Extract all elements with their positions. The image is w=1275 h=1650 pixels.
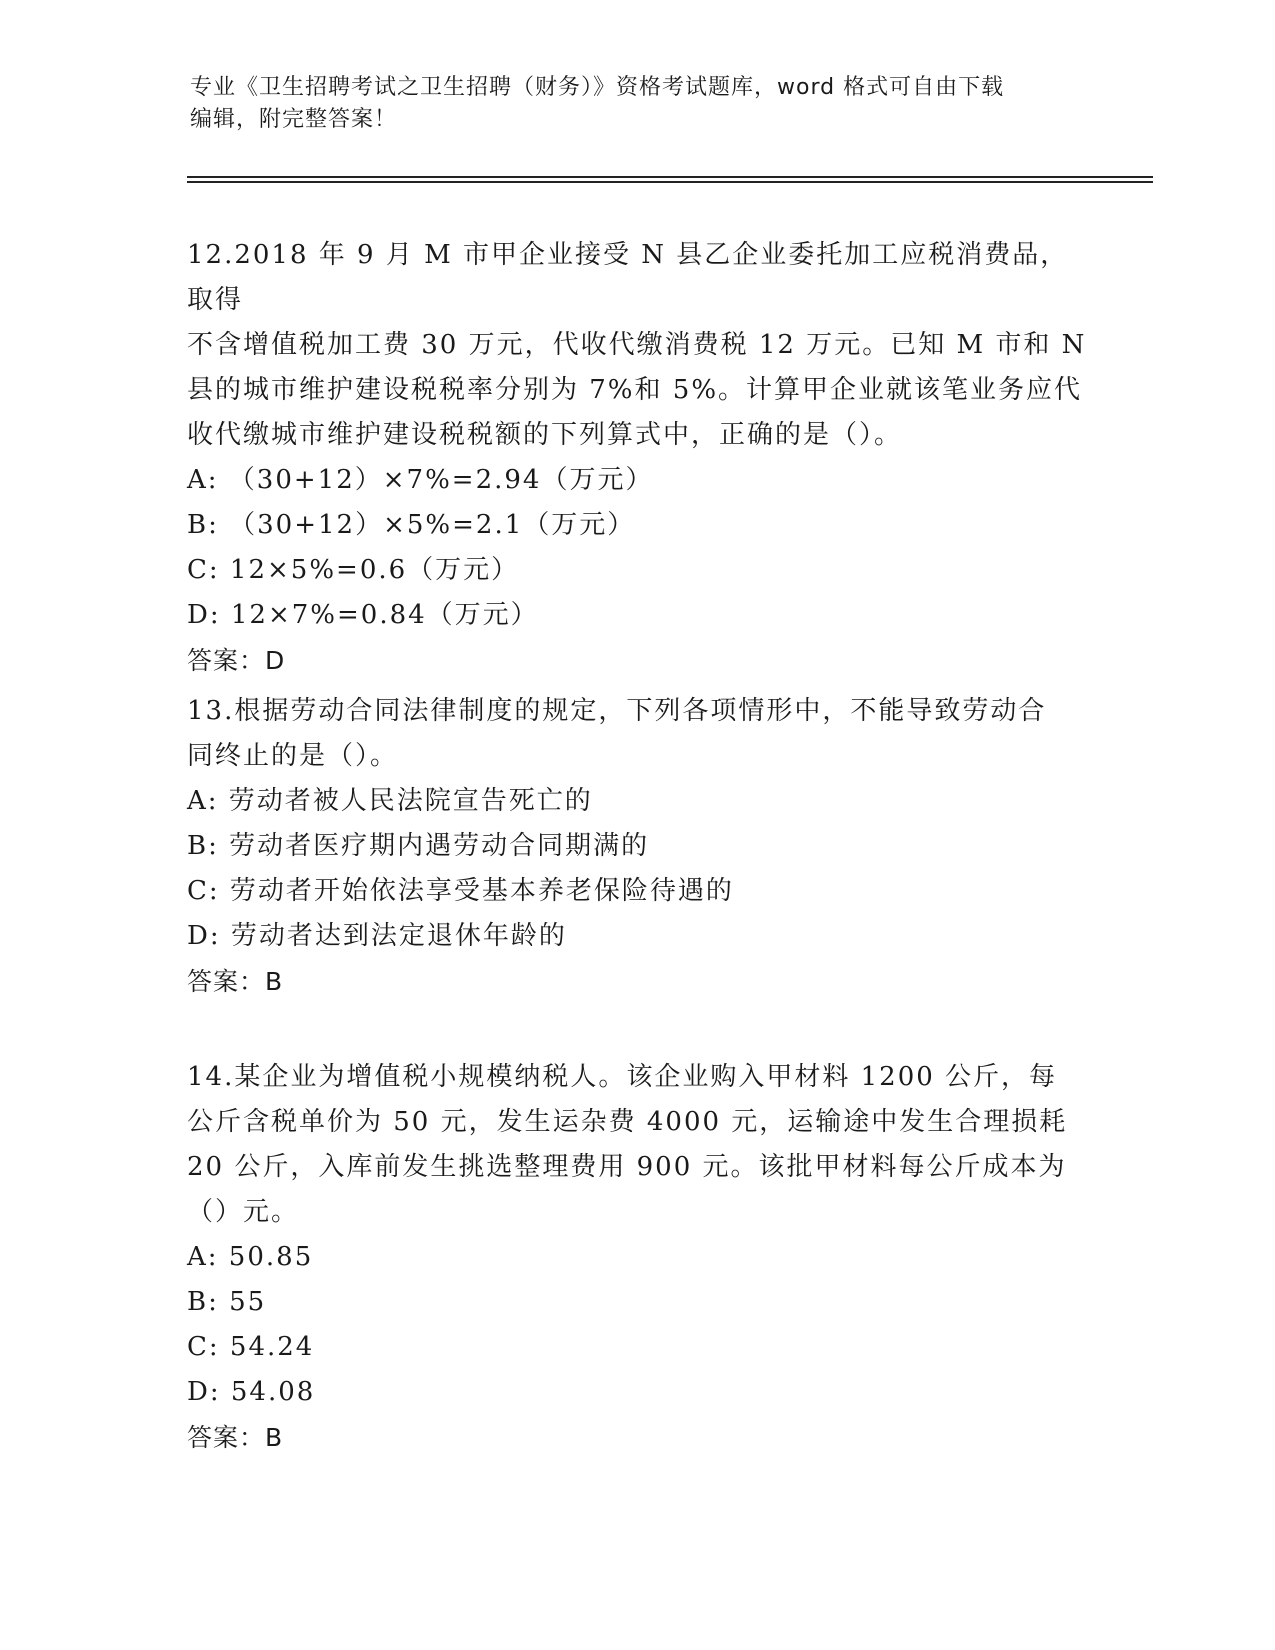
question-stem-line: （）元。 bbox=[187, 1197, 300, 1227]
option-d: D: 54.08 bbox=[187, 1377, 316, 1407]
question-12 bbox=[187, 233, 1087, 683]
option-c: C: 54.24 bbox=[187, 1332, 315, 1362]
option-c: C: 劳动者开始依法享受基本养老保险待遇的 bbox=[187, 876, 734, 906]
header-line-2: 编辑，附完整答案！ bbox=[190, 107, 398, 132]
option-a: A: 50.85 bbox=[187, 1242, 314, 1272]
question-stem-line: 13.根据劳动合同法律制度的规定，下列各项情形中，不能导致劳动合 bbox=[187, 696, 1047, 726]
option-b: B: 劳动者医疗期内遇劳动合同期满的 bbox=[187, 831, 650, 861]
question-stem-line: 县的城市维护建设税税率分别为 7%和 5%。计算甲企业就该笔业务应代 bbox=[187, 375, 1083, 405]
question-stem-line: 14.某企业为增值税小规模纳税人。该企业购入甲材料 1200 公斤，每 bbox=[187, 1062, 1058, 1092]
question-stem-line: 公斤含税单价为 50 元，发生运杂费 4000 元，运输途中发生合理损耗 bbox=[187, 1107, 1068, 1137]
answer-label: 答案：B bbox=[187, 1423, 284, 1452]
option-d: D: 12×7%=0.84（万元） bbox=[187, 600, 539, 630]
question-stem-line: 12.2018 年 9 月 M 市甲企业接受 N 县乙企业委托加工应税消费品，取得 bbox=[187, 240, 1069, 315]
header-divider-top bbox=[187, 176, 1153, 178]
option-d: D: 劳动者达到法定退休年龄的 bbox=[187, 921, 567, 951]
question-stem-line: 同终止的是（）。 bbox=[187, 741, 399, 771]
header-divider-bottom bbox=[187, 181, 1153, 183]
option-a: A: （30+12）×7%=2.94（万元） bbox=[187, 465, 654, 495]
answer-label: 答案：D bbox=[187, 646, 286, 675]
question-stem-line: 20 公斤，入库前发生挑选整理费用 900 元。该批甲材料每公斤成本为 bbox=[187, 1152, 1067, 1182]
document-header bbox=[190, 72, 1090, 136]
question-stem-line: 收代缴城市维护建设税税额的下列算式中，正确的是（）。 bbox=[187, 420, 903, 450]
question-13 bbox=[187, 689, 1087, 1004]
option-c: C: 12×5%=0.6（万元） bbox=[187, 555, 520, 585]
header-line-1: 专业《卫生招聘考试之卫生招聘（财务）》资格考试题库，word 格式可自由下载 bbox=[190, 75, 1005, 100]
option-a: A: 劳动者被人民法院宣告死亡的 bbox=[187, 786, 593, 816]
question-stem-line: 不含增值税加工费 30 万元，代收代缴消费税 12 万元。已知 M 市和 N bbox=[187, 330, 1087, 360]
question-14 bbox=[187, 1055, 1087, 1460]
option-b: B: 55 bbox=[187, 1287, 267, 1317]
answer-label: 答案：B bbox=[187, 967, 284, 996]
option-b: B: （30+12）×5%=2.1（万元） bbox=[187, 510, 636, 540]
